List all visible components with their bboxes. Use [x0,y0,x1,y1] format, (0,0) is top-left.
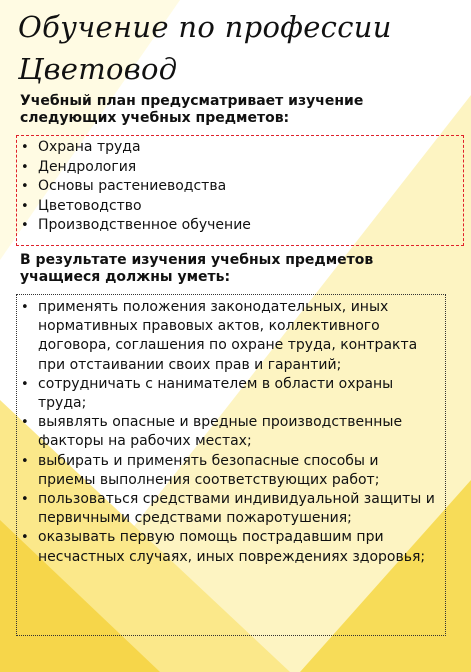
list-item [17,528,445,566]
subject-label: Дендрология [38,158,137,175]
bullet-icon: • [21,492,29,508]
list-item [17,197,463,217]
bullet-icon: • [21,198,29,214]
list-item [17,413,445,451]
list-item [17,177,463,197]
bullet-icon: • [21,140,29,155]
subjects-list [17,138,463,236]
subject-label: Основы растениеводства [38,178,227,195]
skill-label: пользоваться средствами индивидуальной защиты и первичными средствами пожаротушения; [38,491,435,527]
subjects-box [16,135,464,246]
list-item [17,490,445,528]
list-item [17,298,445,375]
list-item [17,375,445,413]
bullet-icon: • [21,218,29,234]
bullet-icon: • [21,300,29,315]
bullet-icon: • [21,415,29,431]
list-item [17,452,445,490]
bullet-icon: • [21,453,29,469]
subject-label: Цветоводство [38,197,142,214]
skill-label: сотрудничать с нанимателем в области охраны труда; [38,375,394,412]
skills-heading: В результате изучения учебных предметов учащиеся должны уметь: [20,252,374,285]
bullet-icon: • [21,159,29,175]
page-title: Обучение по профессии Цветовод [18,10,392,86]
bullet-icon: • [21,179,29,195]
skills-box [16,294,446,636]
skill-label: выявлять опасные и вредные производственные факторы на рабочих местах; [38,414,403,450]
subject-label: Охрана труда [38,139,141,155]
list-item [17,138,463,158]
list-item [17,158,463,178]
skill-label: выбирать и применять безопасные способы и приемы выполнения соответствующих работ; [38,452,380,488]
curriculum-heading: Учебный план предусматривает изучение следующих учебных предметов: [20,93,364,126]
skill-label: оказывать первую помощь пострадавшим при несчастных случаях, иных повреждениях здоровья; [38,529,426,565]
skill-label: применять положения законодательных, иных нормативных правовых актов, коллективного договора, соглашения по охране труда, контракта при отстаивании своих прав и гарантий; [38,299,418,373]
bullet-icon: • [21,530,29,546]
skills-list [17,298,445,567]
bullet-icon: • [21,376,29,392]
subject-label: Производственное обучение [38,217,251,234]
list-item [17,216,463,236]
